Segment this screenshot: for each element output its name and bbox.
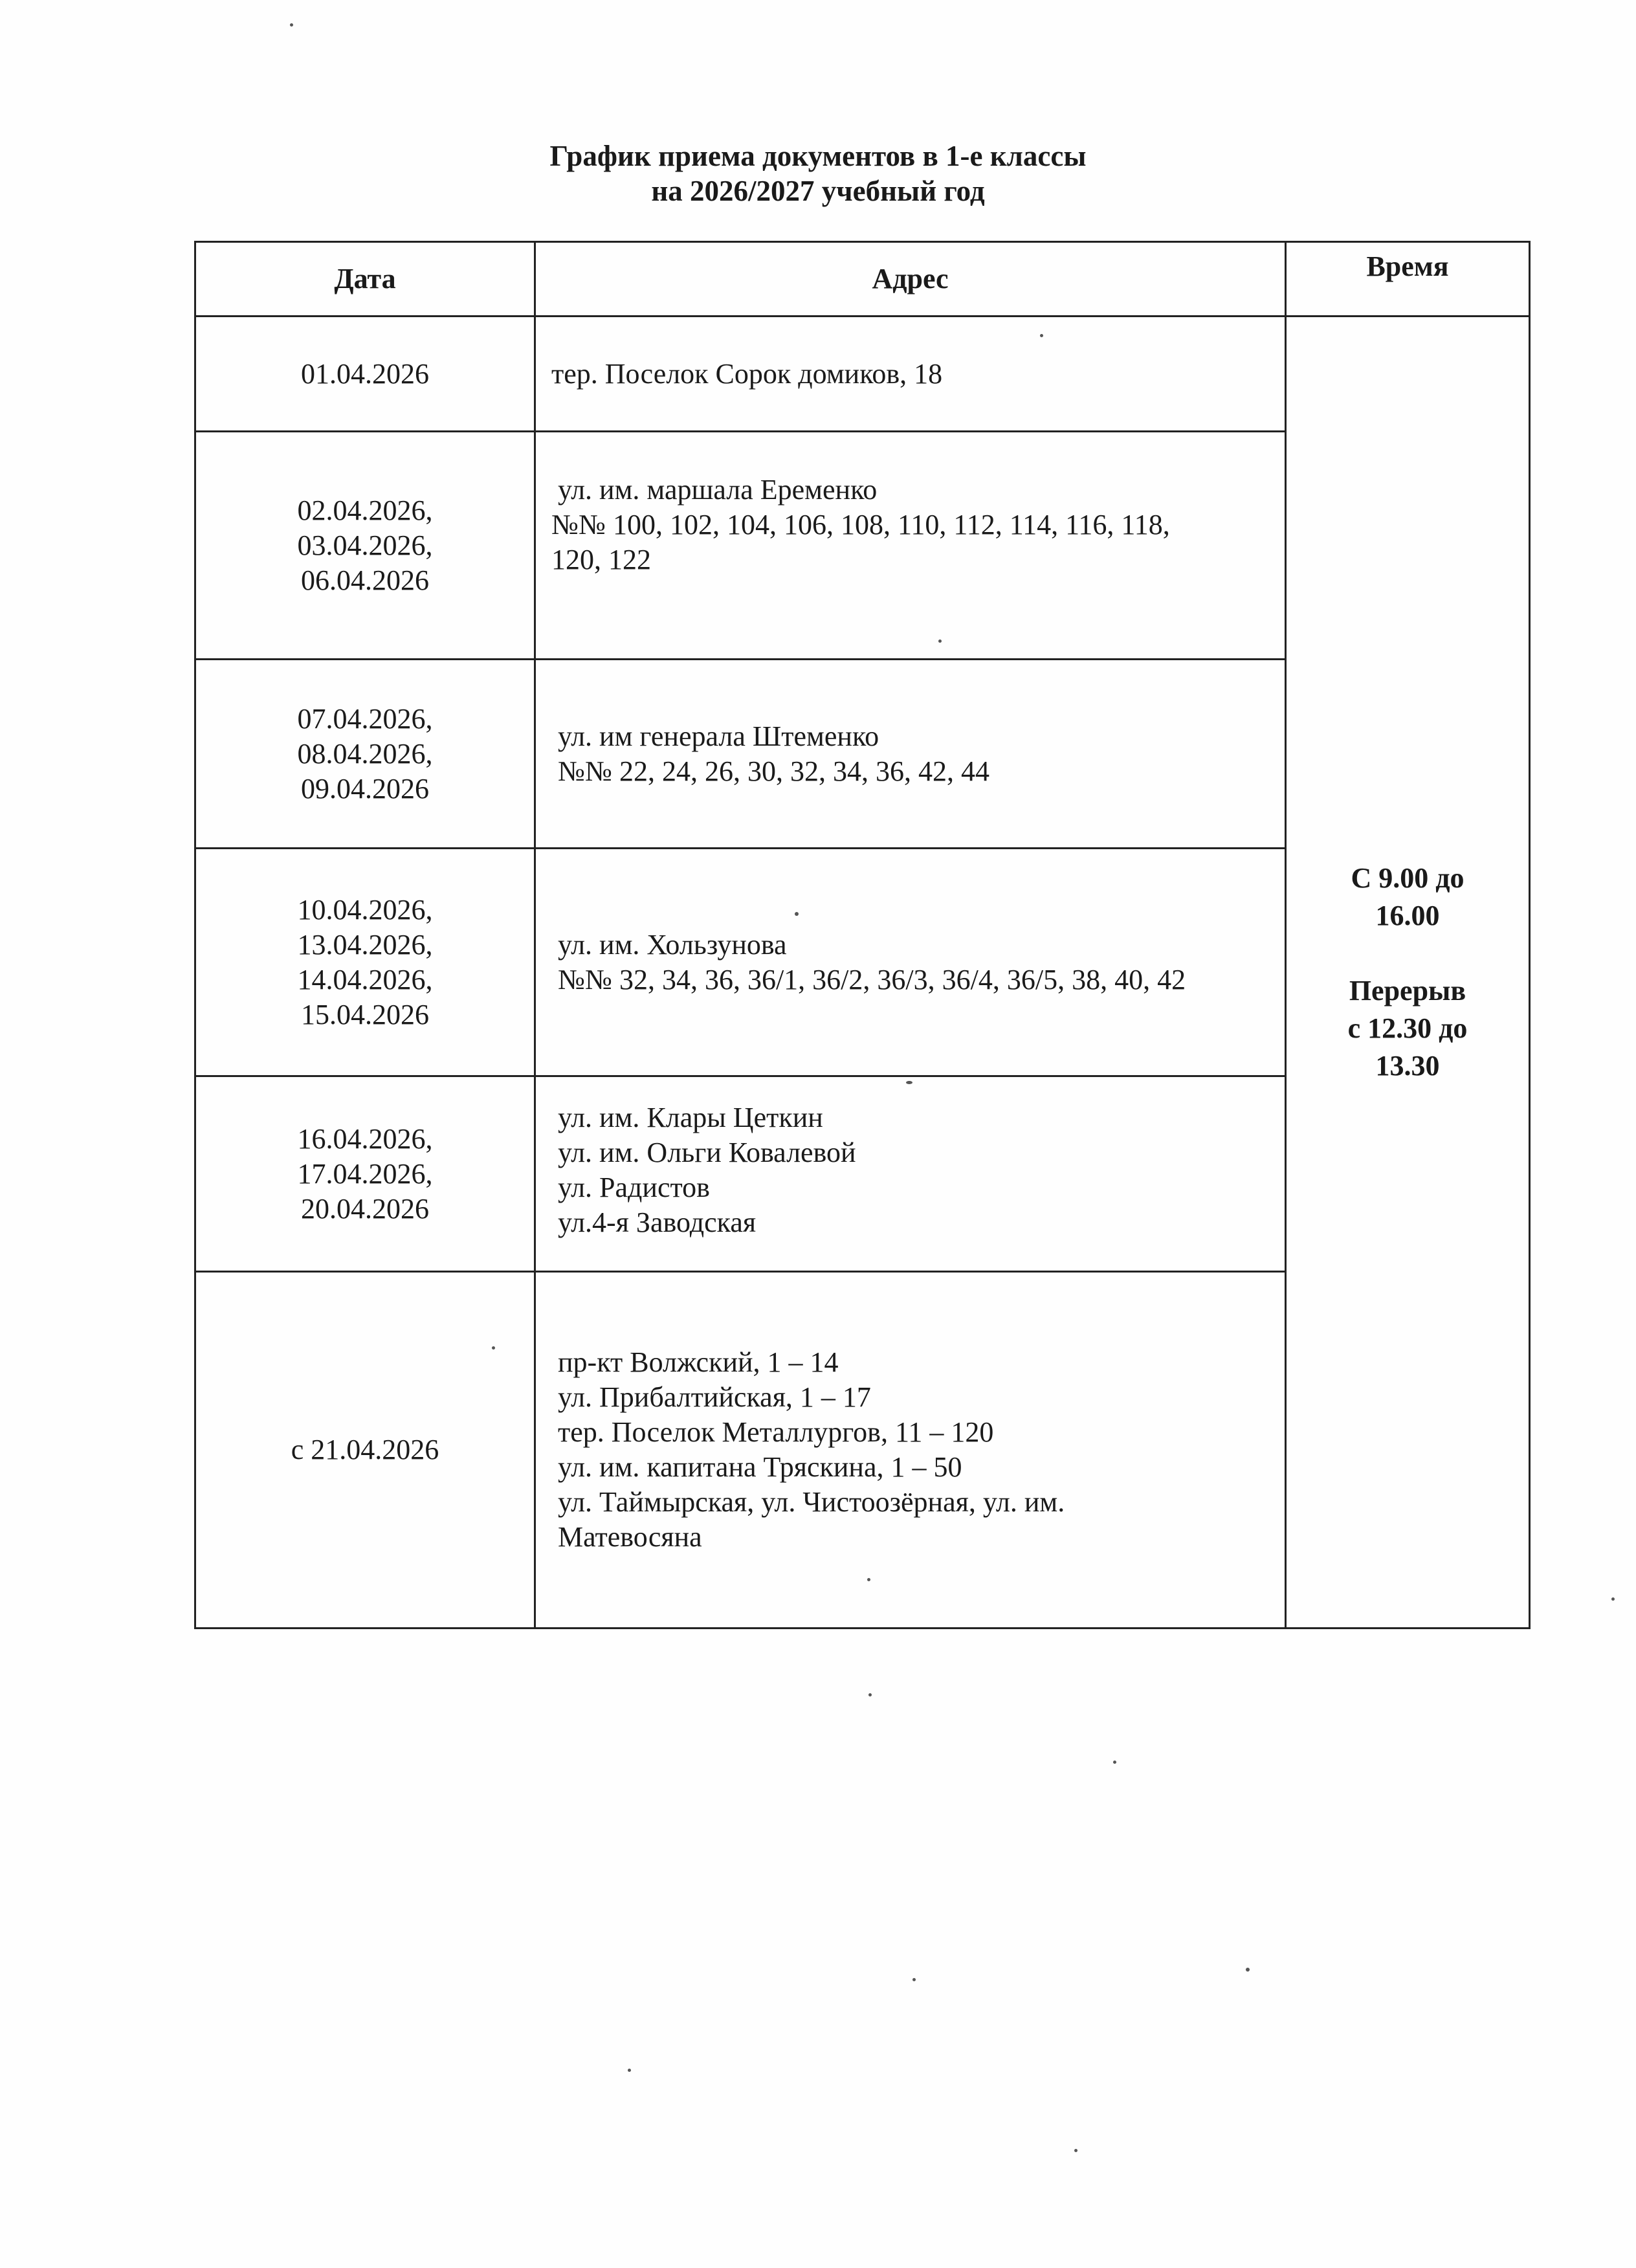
header-address-label: Адрес	[872, 263, 949, 295]
time-hours-line-2: 16.00	[1375, 900, 1440, 931]
address-line: ул. Прибалтийская, 1 – 17	[558, 1381, 871, 1413]
schedule-table	[194, 241, 1531, 1629]
date-line: 06.04.2026	[301, 564, 429, 596]
scan-speck	[912, 1978, 916, 1981]
address-line: ул. Таймырская, ул. Чистоозёрная, ул. им.	[558, 1486, 1065, 1518]
header-date-label: Дата	[334, 263, 396, 295]
time-break-line-1: с 12.30 до	[1347, 1012, 1468, 1044]
time-hours-line-1: С 9.00 до	[1351, 862, 1465, 894]
date-line: 16.04.2026,	[297, 1122, 433, 1155]
address-line: 120, 122	[551, 544, 651, 575]
address-line: тер. Поселок Металлургов, 11 – 120	[558, 1416, 994, 1448]
address-line: №№ 32, 34, 36, 36/1, 36/2, 36/3, 36/4, 36/5, 38, 40, 42	[558, 963, 1186, 995]
header-date	[196, 243, 536, 317]
address-line: тер. Поселок Сорок домиков, 18	[551, 357, 943, 390]
date-line: 02.04.2026,	[297, 494, 433, 526]
title-line-2: на 2026/2027 учебный год	[651, 175, 985, 207]
row-4-address	[536, 849, 1287, 1077]
address-line: ул. им. маршала Еременко	[558, 474, 878, 506]
address-line: ул. им. Хользунова	[558, 928, 787, 961]
address-line: №№ 100, 102, 104, 106, 108, 110, 112, 114, 116, 118,	[551, 509, 1170, 540]
address-line: ул. им. капитана Тряскина, 1 – 50	[558, 1451, 962, 1483]
address-line: пр-кт Волжский, 1 – 14	[558, 1346, 839, 1378]
address-line: Матевосяна	[558, 1521, 702, 1553]
date-line: 15.04.2026	[301, 998, 429, 1030]
scan-speck	[290, 23, 293, 27]
date-line: 03.04.2026,	[297, 529, 433, 561]
scan-speck	[1611, 1597, 1615, 1601]
row-1-date	[196, 317, 536, 432]
row-3-address	[536, 660, 1287, 849]
row-3-date	[196, 660, 536, 849]
row-5-address	[536, 1077, 1287, 1273]
date-line: 10.04.2026,	[297, 893, 433, 926]
address-line: ул. им. Ольги Ковалевой	[558, 1137, 856, 1168]
date-line: 07.04.2026,	[297, 702, 433, 735]
address-line: ул. им. Клары Цеткин	[558, 1102, 823, 1133]
address-line: №№ 22, 24, 26, 30, 32, 34, 36, 42, 44	[558, 755, 989, 787]
time-cell	[1287, 317, 1531, 1629]
time-break-label: Перерыв	[1349, 975, 1466, 1006]
header-time	[1287, 243, 1531, 317]
scan-speck	[1074, 2149, 1078, 2152]
row-2-address	[536, 432, 1287, 660]
row-5-date	[196, 1077, 536, 1273]
date-line: 14.04.2026,	[297, 963, 433, 995]
row-2-date	[196, 432, 536, 660]
scan-speck	[868, 1693, 872, 1696]
header-address	[536, 243, 1287, 317]
address-line: ул. им генерала Штеменко	[558, 720, 879, 752]
date-line: 01.04.2026	[301, 357, 429, 390]
date-line: 17.04.2026,	[297, 1157, 433, 1190]
address-line: ул.4-я Заводская	[558, 1206, 757, 1238]
row-6-address	[536, 1273, 1287, 1629]
title-line-1: График приема документов в 1-е классы	[549, 140, 1087, 172]
date-line: 09.04.2026	[301, 772, 429, 805]
row-4-date	[196, 849, 536, 1077]
date-line: 08.04.2026,	[297, 737, 433, 770]
row-1-address	[536, 317, 1287, 432]
time-break-line-2: 13.30	[1375, 1050, 1440, 1082]
date-line: 20.04.2026	[301, 1192, 429, 1225]
header-time-label: Время	[1366, 250, 1449, 282]
date-line: с 21.04.2026	[291, 1434, 439, 1465]
address-line: ул. Радистов	[558, 1172, 710, 1203]
date-line: 13.04.2026,	[297, 928, 433, 961]
scan-speck	[1113, 1761, 1116, 1764]
document-title	[0, 139, 1636, 208]
scan-speck	[1246, 1968, 1250, 1972]
row-6-date	[196, 1273, 536, 1629]
scan-speck	[628, 2069, 631, 2072]
